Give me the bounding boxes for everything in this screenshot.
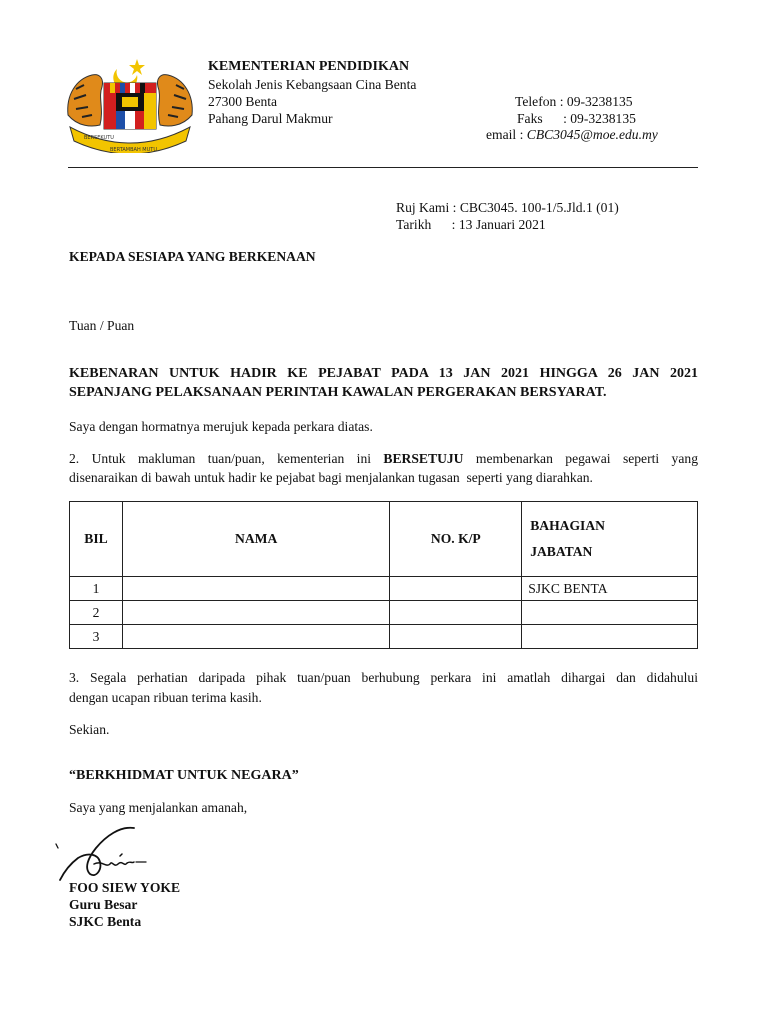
- table-row: [70, 625, 698, 649]
- table-header-row: [70, 502, 698, 577]
- cell-nama: [122, 601, 389, 625]
- header-bahagian-1: BAHAGIAN: [530, 518, 605, 533]
- cell-nokp: [390, 577, 522, 601]
- cell-bahagian: SJKC BENTA: [522, 577, 698, 601]
- letterhead-divider: [68, 167, 698, 168]
- cell-nama: [122, 625, 389, 649]
- postcode-town: 27300 Benta: [208, 94, 278, 109]
- table-row: [70, 601, 698, 625]
- cell-nama: [122, 577, 389, 601]
- cell-nokp: [390, 625, 522, 649]
- paragraph-2-bold: BERSETUJU: [383, 451, 464, 466]
- paragraph-1: Saya dengan hormatnya merujuk kepada perkara diatas.: [69, 419, 373, 434]
- cell-bil: 3: [70, 625, 123, 649]
- state-name: Pahang Darul Makmur: [208, 111, 333, 126]
- cell-nokp: [390, 601, 522, 625]
- crest-motto-bottom: BERTAMBAH MUTU: [110, 147, 157, 153]
- school-name: Sekolah Jenis Kebangsaan Cina Benta: [208, 77, 417, 92]
- cell-bil: 1: [70, 577, 123, 601]
- motto: “BERKHIDMAT UNTUK NEGARA”: [69, 768, 299, 783]
- paragraph-2-line-1: [69, 451, 698, 467]
- email-address[interactable]: CBC3045@moe.edu.my: [526, 127, 658, 142]
- letter-date: Tarikh : 13 Januari 2021: [396, 217, 546, 232]
- table-row: [70, 577, 698, 601]
- header-nama: NAMA: [122, 502, 389, 577]
- cell-bahagian: [522, 601, 698, 625]
- signatory-name: FOO SIEW YOKE: [69, 880, 181, 895]
- staff-table: [69, 501, 698, 649]
- paragraph-2-start: 2. Untuk makluman tuan/puan, kementerian ini: [69, 451, 384, 466]
- reference-number: Ruj Kami : CBC3045. 100-1/5.Jld.1 (01): [396, 200, 619, 215]
- subject-line-2: SEPANJANG PELAKSANAAN PERINTAH KAWALAN PERGERAKAN BERSYARAT.: [69, 385, 607, 400]
- fax-number: Faks : 09-3238135: [517, 111, 636, 126]
- header-bahagian: [522, 502, 698, 577]
- paragraph-3-line-2: dengan ucapan ribuan terima kasih.: [69, 690, 262, 705]
- crest-motto-left: BERSEKUTU: [84, 135, 114, 141]
- header-nokp: NO. K/P: [390, 502, 522, 577]
- header-bil: BIL: [70, 502, 123, 577]
- salutation: Tuan / Puan: [69, 318, 135, 333]
- malaysia-coat-of-arms-logo: [62, 55, 198, 153]
- paragraph-2-rest: membenarkan pegawai seperti yang: [463, 451, 698, 466]
- ministry-name: KEMENTERIAN PENDIDIKAN: [208, 59, 410, 74]
- paragraph-2-line-2: disenaraikan di bawah untuk hadir ke pejabat bagi menjalankan tugasan seperti yang diarahkan.: [69, 470, 593, 485]
- signatory-title: Guru Besar: [69, 897, 138, 912]
- telephone-number: Telefon : 09-3238135: [515, 94, 633, 109]
- email-label: email :: [486, 127, 527, 142]
- closing: Sekian.: [69, 722, 110, 737]
- subject-line-1: KEBENARAN UNTUK HADIR KE PEJABAT PADA 13 JAN 2021 HINGGA 26 JAN 2021: [69, 366, 698, 381]
- amanah-line: Saya yang menjalankan amanah,: [69, 800, 248, 815]
- addressee: KEPADA SESIAPA YANG BERKENAAN: [69, 249, 316, 264]
- signatory-school: SJKC Benta: [69, 914, 142, 929]
- cell-bahagian: [522, 625, 698, 649]
- cell-bil: 2: [70, 601, 123, 625]
- email-line: [486, 127, 658, 143]
- header-bahagian-2: JABATAN: [530, 544, 593, 559]
- paragraph-3-line-1: 3. Segala perhatian daripada pihak tuan/puan berhubung perkara ini amatlah dihargai dan didahului: [69, 670, 698, 685]
